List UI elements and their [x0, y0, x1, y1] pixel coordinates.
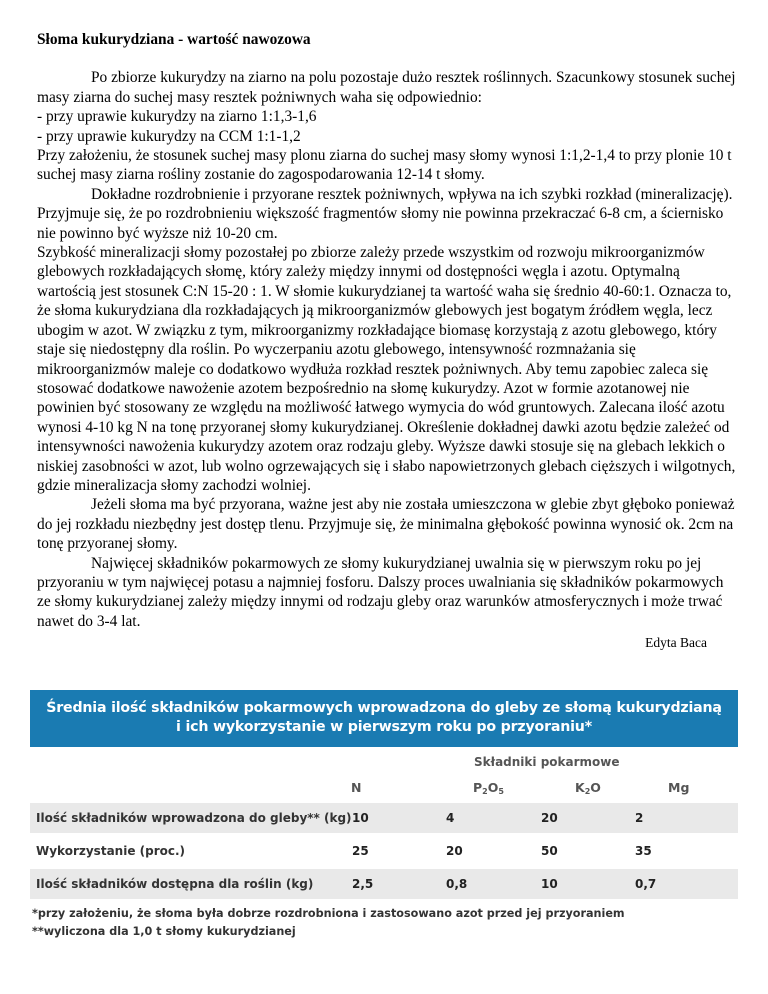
column-header-mg: Mg	[668, 780, 690, 795]
nutrient-table-title-line2: i ich wykorzystanie w pierwszym roku po przyoraniu*	[176, 719, 592, 735]
cell-n: 2,5	[352, 877, 374, 891]
p-o-symbol: O	[487, 780, 499, 795]
nutrient-table-title	[30, 690, 738, 747]
paragraph-4: Szybkość mineralizacji słomy pozostałej po zbiorze zależy przede wszystkim od rozwoju mikroorganizmów glebowych rozkładających słomę, który zależy między innymi od dostępności węgla i azotu. Optymalną wartością jest stosunek C:N 15-20 : 1. W słomie kukurydzianej ta wartość waha się średnio 40-60:1. Oznacza to, że słoma kukurydziana dla rozkładających ją mikroorganizmów glebowych jest bogatym źródłem węgla, lecz ubogim w azot. W związku z tym, mikroorganizmy rozkładające biomasę korzystają z azotu glebowego, który staje się niedostępny dla roślin. Po wyczerpaniu azotu glebowego, intensywność rozmnażania się mikroorganizmów maleje co dodatkowo wydłuża rozkład resztek pożniwnych. Aby temu zapobiec zaleca się stosować dodatkowe nawożenie azotem bezpośrednio na słomę kukurydzy. Azot w formie azotanowej nie powinien być stosowany ze względu na możliwość łatwego wymycia do wód gruntowych. Zalecana ilość azotu wynosi 4-10 kg N na tonę przyoranej słomy kukurydzianej. Określenie dokładnej dawki azotu będzie zależeć od intensywności nawożenia kukurydzy azotem oraz rodzaju gleby. Wyższe dawki stosuje się na glebach lekkich o niskiej zasobności w azot, lub wolno ogrzewających się i słabo napowietrzonych glebach cięższych i wilgotnych, gdzie mineralizacja słomy zachodzi wolniej.	[37, 244, 736, 494]
p-subscript-2: 2	[482, 787, 488, 796]
row-label: Wykorzystanie (proc.)	[36, 844, 186, 858]
paragraph-3: Dokładne rozdrobnienie i przyorane resztek pożniwnych, wpływa na ich szybki rozkład (mineralizację). Przyjmuje się, że po rozdrobnieniu większość fragmentów słomy nie powinna przekraczać 6-8 cm, a ściernisko nie powinno być wyższe niż 10-20 cm.	[37, 185, 733, 242]
column-header-n: N	[351, 780, 362, 795]
footnote-2: **wyliczona dla 1,0 t słomy kukurydzianej	[32, 925, 296, 938]
cell-k2o: 10	[541, 877, 558, 891]
k-symbol: K	[575, 780, 585, 795]
article-title: Słoma kukurydziana - wartość nawozowa	[37, 31, 311, 48]
cell-p2o5: 0,8	[446, 877, 468, 891]
nutrient-table	[30, 690, 738, 941]
k-subscript-2: 2	[584, 787, 591, 796]
table-row	[30, 836, 738, 866]
cell-n: 10	[352, 811, 369, 825]
list-item-ccm: - przy uprawie kukurydzy na CCM 1:1-1,2	[37, 127, 301, 145]
nutrient-table-title-line1: Średnia ilość składników pokarmowych wprowadzona do gleby ze słomą kukurydzianą	[46, 700, 722, 716]
nutrient-table-body	[30, 747, 738, 902]
row-label: Ilość składników wprowadzona do gleby** (kg)	[36, 811, 352, 825]
cell-mg: 35	[635, 844, 652, 858]
cell-mg: 0,7	[635, 877, 657, 891]
paragraph-6: Najwięcej składników pokarmowych ze słomy kukurydzianej uwalnia się w pierwszym roku po jej przyoraniu w tym najwięcej potasu a najmniej fosforu. Dalszy proces uwalniania się składników pokarmowych ze słomy kukurydzianej zależy między innymi od rodzaju gleby oraz warunków atmosferycznych i może trwać nawet do 3-4 lat.	[37, 554, 724, 630]
cell-p2o5: 4	[446, 811, 455, 825]
row-label: Ilość składników dostępna dla roślin (kg)	[36, 877, 314, 891]
paragraph-5: Jeżeli słoma ma być przyorana, ważne jest aby nie została umieszczona w glebie zbyt głęboko ponieważ do jej rozkładu niezbędny jest dostęp tlenu. Przyjmuje się, że minimalna głębokość powinna wynosić ok. 2cm na tonę przyoranej słomy.	[37, 496, 735, 553]
p-subscript-5: 5	[498, 787, 504, 796]
cell-mg: 2	[635, 811, 644, 825]
cell-p2o5: 20	[446, 844, 463, 858]
author: Edyta Baca	[645, 635, 707, 651]
table-row	[30, 869, 738, 899]
p-symbol: P	[473, 780, 483, 795]
footnotes	[30, 905, 738, 941]
paragraph-2: Przy założeniu, że stosunek suchej masy plonu ziarna do suchej masy słomy wynosi 1:1,2-1,4 to przy plonie 10 t suchej masy ziarna rośliny zostanie do zagospodarowania 12-14 t słomy.	[37, 147, 732, 184]
table-row	[30, 803, 738, 833]
cell-k2o: 50	[541, 844, 558, 858]
column-header-p2o5	[473, 780, 504, 796]
paragraph-1: Po zbiorze kukurydzy na ziarno na polu pozostaje dużo resztek roślinnych. Szacunkowy stosunek suchej masy ziarna do suchej masy resztek pożniwnych waha się odpowiednio:	[37, 69, 736, 106]
cell-k2o: 20	[541, 811, 558, 825]
nutrient-group-label: Składniki pokarmowe	[474, 755, 620, 769]
cell-n: 25	[352, 844, 369, 858]
column-header-k2o	[575, 780, 601, 796]
article	[37, 30, 737, 653]
footnote-1: *przy założeniu, że słoma była dobrze rozdrobniona i zastosowano azot przed jej przyoraniem	[32, 907, 625, 920]
k-o-symbol: O	[590, 780, 601, 795]
list-item-grain: - przy uprawie kukurydzy na ziarno 1:1,3-1,6	[37, 108, 317, 126]
